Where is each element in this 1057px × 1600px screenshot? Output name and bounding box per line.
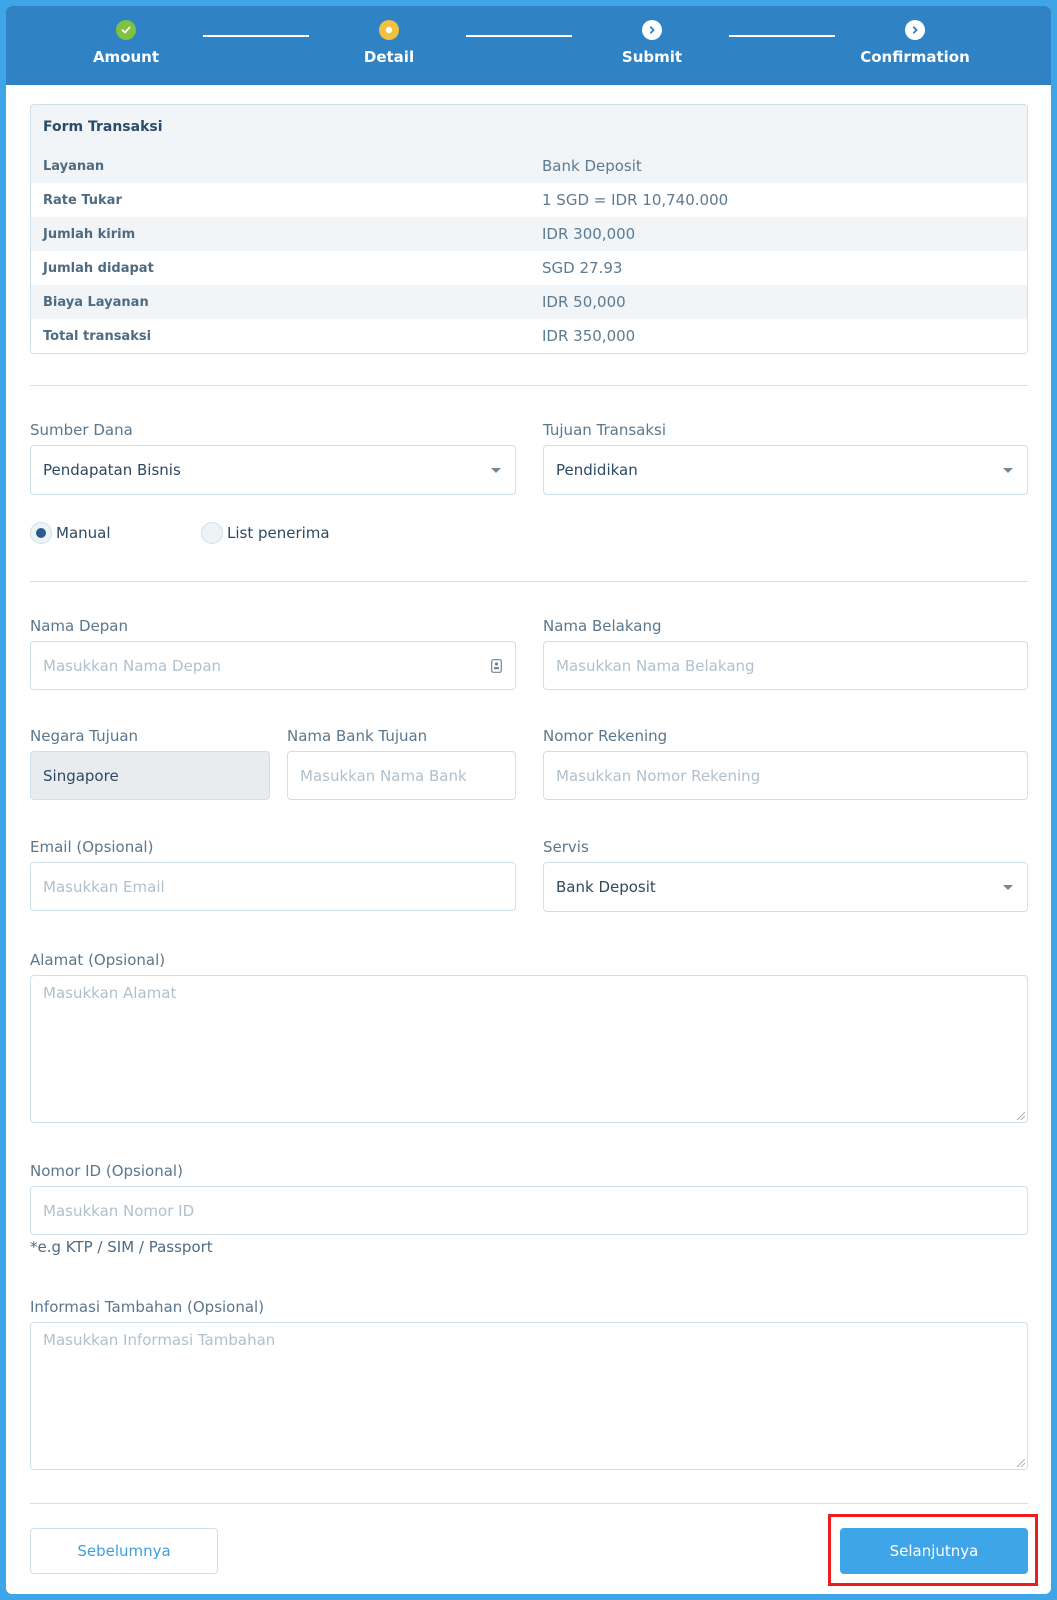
bank-label: Nama Bank Tujuan — [287, 727, 428, 745]
summary-row — [31, 149, 1028, 183]
step-label: Detail — [363, 48, 415, 66]
caret-down-icon — [1003, 468, 1013, 473]
extra-info-label: Informasi Tambahan (Opsional) — [30, 1298, 265, 1316]
bank-input[interactable] — [287, 751, 516, 800]
first-name-input[interactable] — [30, 641, 516, 690]
step-detail — [289, 20, 489, 66]
chevron-right-icon — [642, 20, 662, 40]
last-name-input[interactable] — [543, 641, 1028, 690]
step-confirmation — [815, 20, 1015, 66]
step-submit — [552, 20, 752, 66]
step-label: Amount — [92, 48, 160, 66]
resize-handle[interactable] — [1017, 1459, 1025, 1467]
manual-radio-label[interactable]: Manual — [56, 524, 111, 542]
summary-row — [31, 285, 1028, 319]
summary-row — [31, 183, 1028, 217]
summary-key: Jumlah didapat — [43, 261, 154, 276]
transaction-summary — [30, 104, 1028, 354]
last-name-label: Nama Belakang — [543, 617, 662, 635]
country-field: Singapore — [30, 751, 270, 800]
caret-down-icon — [491, 468, 501, 473]
source-label: Sumber Dana — [30, 421, 133, 439]
address-textarea[interactable] — [30, 975, 1028, 1123]
first-name-label: Nama Depan — [30, 617, 128, 635]
id-number-hint: *e.g KTP / SIM / Passport — [30, 1238, 213, 1256]
summary-row — [31, 319, 1028, 353]
summary-key: Layanan — [43, 159, 105, 174]
summary-key: Jumlah kirim — [43, 227, 136, 242]
summary-value: IDR 300,000 — [542, 225, 636, 243]
next-button[interactable]: Selanjutnya — [840, 1528, 1028, 1574]
resize-handle[interactable] — [1017, 1112, 1025, 1120]
step-amount — [26, 20, 226, 66]
section-divider — [30, 1503, 1028, 1504]
source-value: Pendapatan Bisnis — [43, 461, 181, 479]
account-label: Nomor Rekening — [543, 727, 668, 745]
highlight-box — [828, 1514, 1038, 1586]
summary-title: Form Transaksi — [43, 119, 163, 135]
caret-down-icon — [1003, 885, 1013, 890]
check-icon — [116, 20, 136, 40]
summary-row — [31, 251, 1028, 285]
step-label: Confirmation — [860, 48, 970, 66]
current-step-icon — [379, 20, 399, 40]
summary-key: Total transaksi — [43, 329, 152, 344]
section-divider — [30, 385, 1028, 386]
chevron-right-icon — [905, 20, 925, 40]
section-divider — [30, 581, 1028, 582]
purpose-label: Tujuan Transaksi — [543, 421, 667, 439]
summary-value: 1 SGD = IDR 10,740.000 — [542, 191, 729, 209]
summary-value: IDR 350,000 — [542, 327, 636, 345]
summary-value: IDR 50,000 — [542, 293, 626, 311]
purpose-value: Pendidikan — [556, 461, 638, 479]
summary-row — [31, 217, 1028, 251]
email-label: Email (Opsional) — [30, 838, 154, 856]
summary-value: Bank Deposit — [542, 157, 642, 175]
list-radio[interactable] — [201, 522, 223, 544]
country-label: Negara Tujuan — [30, 727, 139, 745]
summary-key: Rate Tukar — [43, 193, 122, 208]
purpose-select[interactable] — [543, 445, 1028, 495]
manual-radio[interactable] — [30, 522, 52, 544]
app-frame — [6, 6, 1051, 1594]
extra-info-textarea[interactable] — [30, 1322, 1028, 1470]
summary-key: Biaya Layanan — [43, 295, 149, 310]
service-label: Servis — [543, 838, 589, 856]
step-label: Submit — [621, 48, 683, 66]
contact-card-icon[interactable] — [491, 658, 502, 672]
account-input[interactable] — [543, 751, 1028, 800]
service-value: Bank Deposit — [556, 878, 656, 896]
progress-stepper — [6, 6, 1051, 85]
service-select[interactable] — [543, 862, 1028, 912]
id-number-input[interactable] — [30, 1186, 1028, 1235]
email-input[interactable] — [30, 862, 516, 911]
list-radio-label[interactable]: List penerima — [227, 524, 330, 542]
source-select[interactable] — [30, 445, 516, 495]
address-label: Alamat (Opsional) — [30, 951, 166, 969]
previous-button[interactable]: Sebelumnya — [30, 1528, 218, 1574]
summary-value: SGD 27.93 — [542, 259, 623, 277]
id-number-label: Nomor ID (Opsional) — [30, 1162, 183, 1180]
